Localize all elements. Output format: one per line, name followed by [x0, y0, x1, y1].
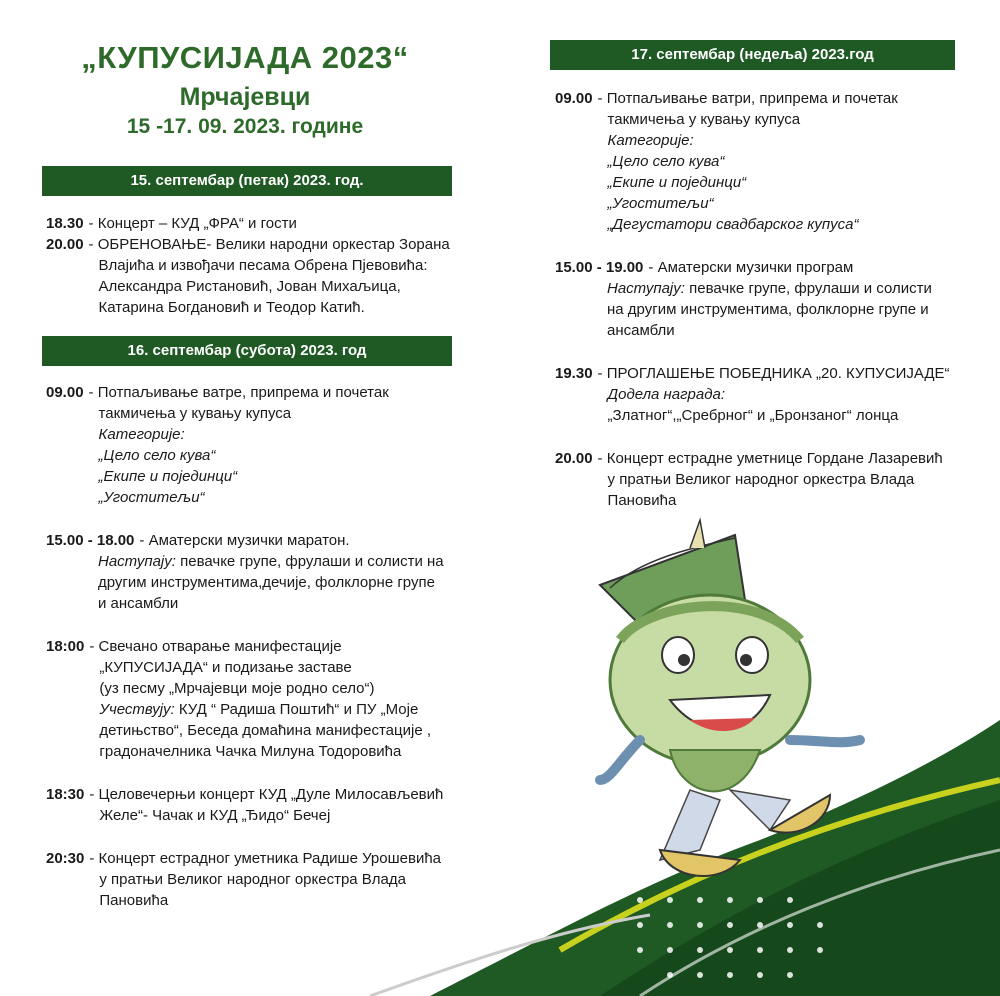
day-15-events	[46, 213, 456, 318]
event-line: - Аматерски музички маратон.	[139, 532, 350, 549]
event-row	[46, 530, 466, 551]
event-continuation	[46, 551, 466, 614]
event-line: такмичења у кувању купуса	[98, 405, 292, 422]
event-row	[46, 784, 466, 826]
event-sublabel: Категорије:	[98, 426, 185, 443]
event-row	[46, 636, 466, 762]
event-sublabel-rest: певачке групе, фрулаши и солисти	[684, 280, 932, 297]
event-line: (уз песму „Мрчајевци моје родно село“)	[99, 680, 375, 697]
event-line: Влајића и извођачи песама Обрена Пјевовића:	[98, 257, 428, 274]
event-item: детињство“, Беседа домаћина манифестације ,	[99, 722, 432, 739]
event-row	[555, 88, 975, 235]
event-time: 18:00	[46, 638, 85, 655]
event-line: Александра Ристановић, Јован Михаљица,	[98, 278, 401, 295]
event-line: у пратњи Великог народног оркестра Влада	[99, 871, 406, 888]
event-line: - Потпаљивање ватре, припрема и почетак	[88, 384, 389, 401]
event-row	[46, 213, 456, 234]
event-line: у пратњи Великог народног оркестра Влада	[607, 471, 915, 488]
event-item: другим инструментима,дечије, фолклорне групе	[98, 574, 435, 591]
event-time: 18:30	[46, 786, 85, 803]
day-bar-16: 16. септембар (субота) 2023. год	[42, 336, 452, 366]
event-item: „Дегустатори свадбарског купуса“	[607, 216, 859, 233]
event-sublabel: Додела награда:	[607, 386, 726, 403]
event-sublabel-rest: певачке групе, фрулаши и солисти на	[175, 553, 444, 570]
event-row	[555, 448, 975, 511]
event-line: - Свечано отварање манифестације	[89, 638, 342, 655]
event-time: 19.30	[555, 365, 593, 382]
event-time: 09.00	[555, 90, 593, 107]
event-line: „КУПУСИЈАДА“ и подизање заставе	[99, 659, 352, 676]
event-row	[46, 848, 466, 911]
event-time: 15.00 - 19.00	[555, 259, 644, 276]
event-item: „Златног“,„Сребрног“ и „Бронзаног“ лонца	[607, 407, 899, 424]
event-line: Пановића	[99, 892, 169, 909]
event-sublabel: Категорије:	[607, 132, 694, 149]
event-line: - Концерт естрадног уметника Радише Урошевића	[89, 850, 442, 867]
event-item: ансамбли	[607, 322, 675, 339]
day-bar-17: 17. септембар (недеља) 2023.год	[550, 40, 955, 70]
page-title: „КУПУСИЈАДА 2023“	[81, 40, 409, 75]
event-line: - Концерт – КУД „ФРА“ и гости	[88, 215, 297, 232]
event-item: „Угоститељи“	[607, 195, 714, 212]
event-line: Желе“- Чачак и КУД „Ђидо“ Бечеј	[99, 807, 331, 824]
event-row	[46, 382, 466, 508]
event-line: Катарина Богдановић и Теодор Катић.	[98, 299, 365, 316]
event-line: - Концерт естрадне уметнице Гордане Лазаревић	[597, 450, 943, 467]
event-line: - Потпаљивање ватри, припрема и почетак	[597, 90, 898, 107]
event-sublabel: Наступају:	[98, 553, 176, 570]
event-line: такмичења у кувању купуса	[607, 111, 801, 128]
event-time: 15.00 - 18.00	[46, 532, 135, 549]
event-line: - Целовечерњи концерт КУД „Дуле Милосављевић	[89, 786, 444, 803]
event-item: „Екипе и појединци“	[98, 468, 238, 485]
place-title: Мрчајевци	[179, 83, 311, 111]
event-item: „Цело село кува“	[98, 447, 216, 464]
event-line: - ОБРЕНОВАЊЕ- Велики народни оркестар Зорана	[88, 236, 450, 253]
event-line: - Аматерски музички програм	[648, 259, 854, 276]
event-row	[555, 363, 975, 426]
dates-title: 15 -17. 09. 2023. године	[126, 115, 364, 138]
event-item: „Екипе и појединци“	[607, 174, 747, 191]
event-item: градоначелника Чачка Милуна Тодоровића	[99, 743, 402, 760]
event-item: и ансамбли	[98, 595, 179, 612]
event-item: „Угоститељи“	[98, 489, 205, 506]
event-row	[555, 257, 975, 278]
event-time: 20.00	[46, 236, 84, 253]
event-line: - ПРОГЛАШЕЊЕ ПОБЕДНИКА „20. КУПУСИЈАДЕ“	[597, 365, 950, 382]
event-sublabel: Наступају:	[607, 280, 685, 297]
event-time: 18.30	[46, 215, 84, 232]
event-item: на другим инструментима, фолклорне групе и	[607, 301, 929, 318]
day-17-events	[555, 88, 975, 511]
event-time: 09.00	[46, 384, 84, 401]
day-16-events	[46, 382, 466, 911]
event-line: Пановића	[607, 492, 677, 509]
event-sublabel-rest: КУД “ Радиша Поштић“ и ПУ „Моје	[174, 701, 419, 718]
event-row	[46, 234, 456, 318]
event-time: 20.00	[555, 450, 593, 467]
event-time: 20:30	[46, 850, 85, 867]
day-bar-15: 15. септембар (петак) 2023. год.	[42, 166, 452, 196]
event-sublabel: Учествују:	[99, 701, 175, 718]
event-item: „Цело село кува“	[607, 153, 725, 170]
event-continuation	[555, 278, 975, 341]
